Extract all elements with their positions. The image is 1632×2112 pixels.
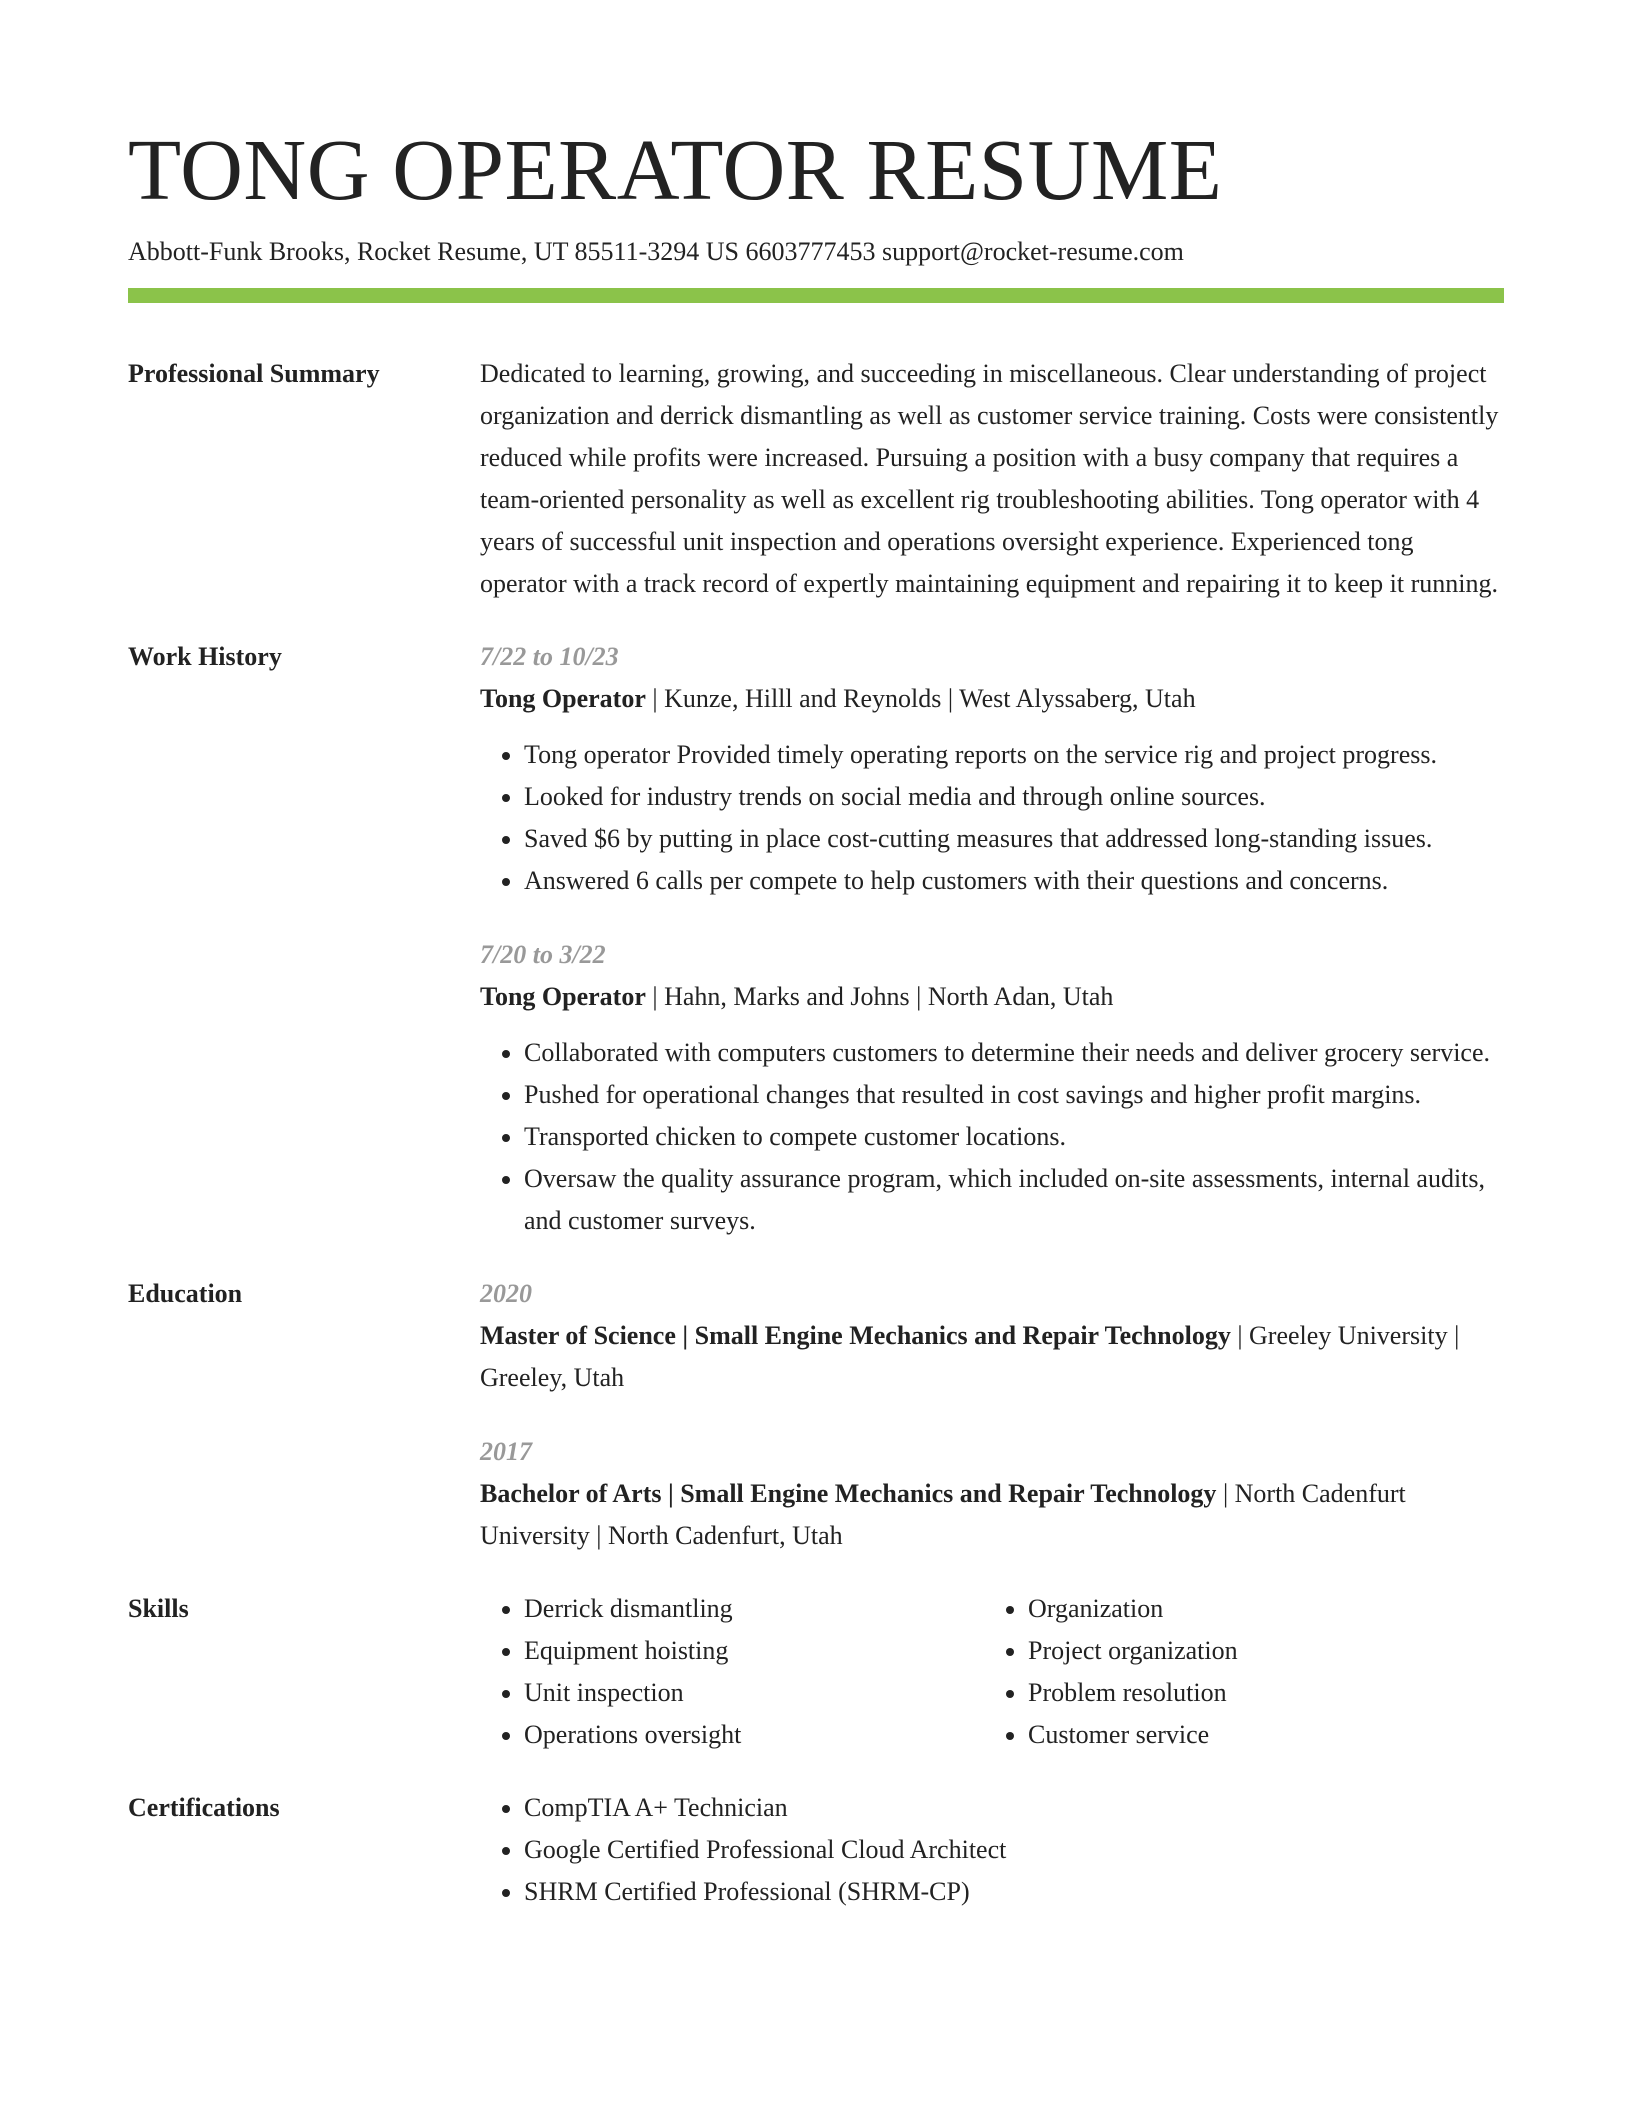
- job-details: | Kunze, Hilll and Reynolds | West Alyssaberg, Utah: [645, 684, 1196, 713]
- school-details: | Greeley University | Greeley, Utah: [480, 1321, 1460, 1392]
- skill-item: • Organization: [1028, 1588, 1238, 1630]
- education-section: [128, 1273, 1504, 1557]
- job-dates: 7/22 to 10/23: [480, 642, 619, 671]
- education-details: [480, 1315, 1504, 1399]
- education-year: 2017: [480, 1437, 532, 1466]
- job-bullet: • Tong operator Provided timely operating reports on the service rig and project progress.: [524, 734, 1504, 776]
- work-history-heading: Work History: [128, 642, 282, 671]
- job-bullets: [480, 734, 1504, 902]
- certification-item: • SHRM Certified Professional (SHRM-CP): [524, 1871, 1504, 1913]
- resume-title: TONG OPERATOR RESUME: [128, 121, 1223, 218]
- certification-item: • Google Certified Professional Cloud Architect: [524, 1829, 1504, 1871]
- education-details: [480, 1473, 1504, 1557]
- skill-item: • Project organization: [1028, 1630, 1238, 1672]
- degree-title: Bachelor of Arts | Small Engine Mechanics and Repair Technology: [480, 1479, 1217, 1508]
- skill-item: • Equipment hoisting: [524, 1630, 984, 1672]
- summary-text: Dedicated to learning, growing, and succeeding in miscellaneous. Clear understanding of project organization and derrick dismantling as well as customer service training. Costs were consistently reduced while profits were increased. Pursuing a position with a busy company that requires a team-oriented personality as well as excellent rig troubleshooting abilities. Tong operator with 4 years of successful unit inspection and operations oversight experience. Experienced tong operator with a track record of expertly maintaining equipment and repairing it to keep it running.: [480, 359, 1499, 598]
- certification-item: • CompTIA A+ Technician: [524, 1787, 1504, 1829]
- skill-item: • Customer service: [1028, 1714, 1238, 1756]
- skills-section: [128, 1588, 1504, 1756]
- contact-line: Abbott-Funk Brooks, Rocket Resume, UT 85511-3294 US 6603777453 support@rocket-resume.com: [128, 237, 1184, 266]
- header-divider: [128, 288, 1504, 303]
- education-entry: [480, 1431, 1504, 1557]
- education-heading: Education: [128, 1279, 243, 1308]
- job-title: Tong Operator: [480, 982, 646, 1011]
- job-bullet: • Pushed for operational changes that resulted in cost savings and higher profit margins.: [524, 1074, 1504, 1116]
- certifications-heading: Certifications: [128, 1793, 280, 1822]
- job-heading: [480, 976, 1504, 1018]
- summary-heading: Professional Summary: [128, 359, 380, 388]
- skills-column-left: [480, 1588, 984, 1756]
- certifications-section: [128, 1787, 1504, 1913]
- education-entry: [480, 1273, 1504, 1399]
- skills-heading: Skills: [128, 1594, 189, 1623]
- skills-column-right: [984, 1588, 1238, 1756]
- job-details: | Hahn, Marks and Johns | North Adan, Utah: [645, 982, 1114, 1011]
- summary-section: [128, 353, 1504, 605]
- job-bullet: • Looked for industry trends on social media and through online sources.: [524, 776, 1504, 818]
- skill-item: • Unit inspection: [524, 1672, 984, 1714]
- job-bullets: [480, 1032, 1504, 1242]
- skill-item: • Problem resolution: [1028, 1672, 1238, 1714]
- skill-item: • Operations oversight: [524, 1714, 984, 1756]
- education-year: 2020: [480, 1279, 532, 1308]
- skill-item: • Derrick dismantling: [524, 1588, 984, 1630]
- job-dates: 7/20 to 3/22: [480, 940, 606, 969]
- degree-title: Master of Science | Small Engine Mechanics and Repair Technology: [480, 1321, 1231, 1350]
- job-heading: [480, 678, 1504, 720]
- job-bullet: • Saved $6 by putting in place cost-cutting measures that addressed long-standing issues.: [524, 818, 1504, 860]
- certifications-list: [480, 1787, 1504, 1913]
- resume-page: [128, 118, 1504, 1913]
- job-entry: [480, 636, 1504, 902]
- work-history-section: [128, 636, 1504, 1242]
- job-bullet: • Answered 6 calls per compete to help customers with their questions and concerns.: [524, 860, 1504, 902]
- job-bullet: • Oversaw the quality assurance program, which included on-site assessments, internal audits, and customer surveys.: [524, 1158, 1504, 1242]
- job-title: Tong Operator: [480, 684, 646, 713]
- school-details: | North Cadenfurt University | North Cadenfurt, Utah: [480, 1479, 1406, 1550]
- job-bullet: • Collaborated with computers customers to determine their needs and deliver grocery service.: [524, 1032, 1504, 1074]
- job-bullet: • Transported chicken to compete customer locations.: [524, 1116, 1504, 1158]
- job-entry: [480, 934, 1504, 1242]
